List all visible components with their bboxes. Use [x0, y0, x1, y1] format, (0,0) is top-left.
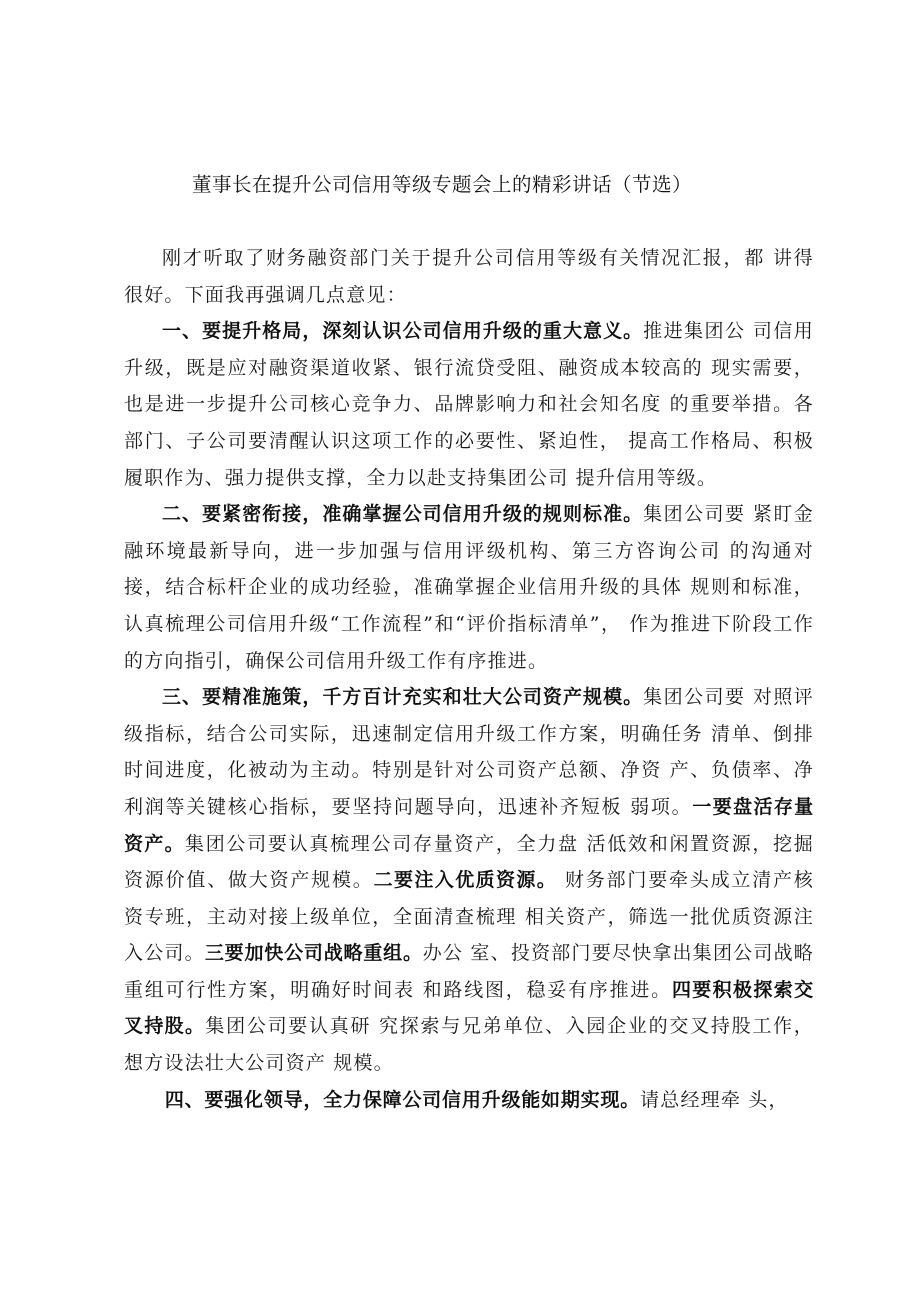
point-1-text: 集团公司要认真梳理公司存量资产，全力盘 活低效和闲置资源，挖掘资源价值、做大资产规模。 — [124, 832, 814, 892]
document-title: 董事长在提升公司信用等级专题会上的精彩讲话（节选） — [192, 173, 693, 196]
intro-paragraph — [124, 240, 814, 313]
section-3-paragraph — [124, 679, 814, 1082]
section-1-text: 推进集团公 司信用升级，既是应对融资渠道收紧、银行流贷受阻、融资成本较高的 现实需要，也是进一步提升公司核心竞争力、品牌影响力和社会知名度 的重要举措。各部门、子公司要清醒认识这项工作的必要性、紧迫性， 提高工作格局、积极履职作为、强力提供支撑，全力以赴支持集团公司 提升信用等级。 — [124, 320, 815, 489]
section-4-heading: 四、要强化领导，全力保障公司信用升级能如期实现。 — [164, 1088, 641, 1111]
point-2-heading: 二要注入优质资源。 — [373, 869, 558, 892]
intro-text: 刚才听取了财务融资部门关于提升公司信用等级有关情况汇报，都 讲得很好。下面我再强调几点意见： — [124, 247, 814, 306]
point-3-heading: 三要加快公司战略重组。 — [204, 942, 423, 965]
point-2-text: 财务部门要牵头成立清产核资专班，主动对接上级单位，全面清查梳理 相关资产，筛选一批优质资源注入公司。 — [124, 869, 815, 965]
section-3-heading: 三、要精准施策，千方百计充实和壮大公司资产规模。 — [162, 686, 644, 709]
section-2-heading: 二、要紧密衔接，准确掌握公司信用升级的规则标准。 — [162, 503, 644, 526]
section-4-paragraph — [124, 1082, 814, 1119]
document-body — [124, 240, 814, 1118]
section-1-heading: 一、要提升格局，深刻认识公司信用升级的重大意义。 — [162, 320, 644, 343]
point-1-heading: 一要盘活存量资产。 — [124, 795, 814, 855]
section-2-text: 集团公司要 紧盯金融环境最新导向，进一步加强与信用评级机构、第三方咨询公司 的沟通对接，结合标杆企业的成功经验，准确掌握企业信用升级的具体 规则和标准，认真梳理公司信用升级“工作流程”和“评价指标清单”， 作为推进下阶段工作的方向指引，确保公司信用升级工作有序推进。 — [124, 503, 815, 672]
section-4-text: 请总经理牵 头， — [640, 1088, 789, 1111]
section-2-paragraph — [124, 496, 814, 679]
point-4-text: 集团公司要认真研 究探索与兄弟单位、入园企业的交叉持股工作，想方设法壮大公司资产 规模。 — [124, 1015, 814, 1075]
section-3-text: 集团公司要 对照评级指标，结合公司实际，迅速制定信用升级工作方案，明确任务 清单、倒排时间进度，化被动为主动。特别是针对公司资产总额、净资 产、负债率、净利润等关键核心指标，要坚持问题导向，迅速补齐短板 弱项。 — [124, 686, 815, 818]
point-4-heading: 四要积极探索交叉持股。 — [124, 978, 814, 1038]
section-1-paragraph — [124, 313, 814, 496]
point-3-text: 办公 室、投资部门要尽快拿出集团公司战略重组可行性方案，明确好时间表 和路线图，稳妥有序推进。 — [124, 942, 814, 1001]
